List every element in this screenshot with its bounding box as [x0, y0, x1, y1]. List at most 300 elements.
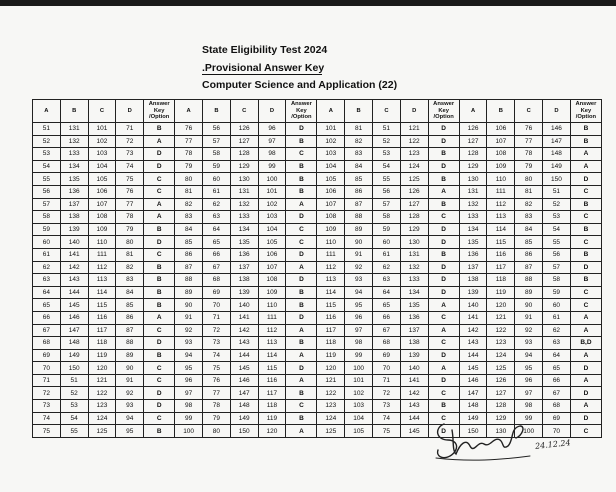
answer-key-cell: B	[144, 223, 175, 236]
question-number-cell: 68	[33, 337, 61, 350]
question-number-cell: 114	[258, 349, 286, 362]
question-number-cell: 112	[487, 198, 515, 211]
answer-key-cell: B	[570, 198, 601, 211]
question-number-cell: 123	[487, 337, 515, 350]
question-number-cell: 89	[345, 223, 373, 236]
signature-date: 24.12.24	[534, 438, 571, 451]
question-number-cell: 85	[515, 236, 543, 249]
question-number-cell: 85	[175, 236, 203, 249]
question-number-cell: 127	[400, 198, 428, 211]
question-number-cell: 95	[515, 362, 543, 375]
question-number-cell: 141	[400, 374, 428, 387]
question-number-cell: 137	[459, 261, 487, 274]
answer-key-cell: A	[286, 425, 317, 438]
question-number-cell: 66	[33, 311, 61, 324]
question-number-cell: 108	[258, 274, 286, 287]
question-number-cell: 145	[459, 362, 487, 375]
question-number-cell: 61	[203, 185, 231, 198]
question-number-cell: 139	[60, 223, 88, 236]
question-number-cell: 123	[317, 400, 345, 413]
question-number-cell: 83	[175, 211, 203, 224]
question-number-cell: 112	[258, 324, 286, 337]
question-number-cell: 99	[258, 160, 286, 173]
question-number-cell: 98	[515, 400, 543, 413]
top-scan-border	[0, 0, 616, 6]
question-number-cell: 119	[317, 349, 345, 362]
header-answer-key: Answer Key /Option	[570, 100, 601, 123]
question-number-cell: 56	[203, 123, 231, 136]
question-number-cell: 78	[203, 400, 231, 413]
question-number-cell: 109	[487, 160, 515, 173]
answer-key-cell: D	[428, 286, 459, 299]
question-number-cell: 97	[345, 324, 373, 337]
answer-key-cell: B	[144, 274, 175, 287]
question-number-cell: 89	[515, 286, 543, 299]
question-number-cell: 56	[33, 185, 61, 198]
question-number-cell: 92	[116, 387, 144, 400]
header-col-c: C	[373, 100, 401, 123]
question-number-cell: 65	[373, 299, 401, 312]
question-number-cell: 81	[116, 248, 144, 261]
question-number-cell: 89	[116, 349, 144, 362]
question-number-cell: 123	[88, 400, 116, 413]
question-number-cell: 61	[543, 311, 571, 324]
answer-key-cell: B	[286, 286, 317, 299]
question-number-cell: 77	[203, 387, 231, 400]
question-number-cell: 121	[487, 311, 515, 324]
question-number-cell: 69	[33, 349, 61, 362]
question-number-cell: 78	[175, 148, 203, 161]
answer-key-cell: B	[428, 198, 459, 211]
question-number-cell: 104	[317, 160, 345, 173]
question-number-cell: 98	[258, 148, 286, 161]
question-number-cell: 54	[373, 160, 401, 173]
question-number-cell: 139	[459, 286, 487, 299]
answer-key-cell: A	[144, 135, 175, 148]
question-number-cell: 76	[175, 123, 203, 136]
answer-key-cell: B	[570, 223, 601, 236]
table-row	[33, 198, 602, 211]
question-number-cell: 99	[515, 412, 543, 425]
header-answer-key: Answer Key /Option	[286, 100, 317, 123]
question-number-cell: 141	[230, 311, 258, 324]
question-number-cell: 144	[60, 286, 88, 299]
question-number-cell: 134	[60, 160, 88, 173]
question-number-cell: 132	[60, 135, 88, 148]
question-number-cell: 74	[116, 160, 144, 173]
answer-key-cell: D	[286, 274, 317, 287]
question-number-cell: 139	[230, 286, 258, 299]
question-number-cell: 70	[33, 362, 61, 375]
question-number-cell: 66	[373, 311, 401, 324]
question-number-cell: 99	[175, 412, 203, 425]
question-number-cell: 84	[345, 160, 373, 173]
question-number-cell: 147	[459, 387, 487, 400]
question-number-cell: 62	[543, 324, 571, 337]
header-col-a: A	[33, 100, 61, 123]
question-number-cell: 118	[317, 337, 345, 350]
question-number-cell: 56	[373, 185, 401, 198]
question-number-cell: 132	[400, 261, 428, 274]
answer-key-cell: D	[144, 160, 175, 173]
question-number-cell: 104	[88, 160, 116, 173]
question-number-cell: 66	[543, 374, 571, 387]
question-number-cell: 127	[459, 135, 487, 148]
question-number-cell: 59	[543, 286, 571, 299]
question-number-cell: 76	[116, 185, 144, 198]
question-number-cell: 135	[459, 236, 487, 249]
document-title: State Eligibility Test 2024	[202, 44, 328, 56]
question-number-cell: 135	[60, 173, 88, 186]
question-number-cell: 112	[88, 261, 116, 274]
question-number-cell: 52	[543, 198, 571, 211]
question-number-cell: 70	[373, 362, 401, 375]
answer-key-cell: B	[286, 135, 317, 148]
question-number-cell: 112	[317, 261, 345, 274]
question-number-cell: 82	[175, 198, 203, 211]
question-number-cell: 113	[88, 274, 116, 287]
question-number-cell: 137	[230, 261, 258, 274]
question-number-cell: 70	[543, 425, 571, 438]
answer-key-cell: C	[570, 425, 601, 438]
answer-key-cell: B	[570, 123, 601, 136]
question-number-cell: 110	[88, 236, 116, 249]
question-number-cell: 131	[230, 185, 258, 198]
question-number-cell: 78	[116, 211, 144, 224]
answer-key-cell: B	[570, 248, 601, 261]
question-number-cell: 62	[373, 261, 401, 274]
question-number-cell: 149	[459, 412, 487, 425]
question-number-cell: 68	[543, 400, 571, 413]
question-number-cell: 114	[317, 286, 345, 299]
answer-key-cell: B	[570, 135, 601, 148]
question-number-cell: 82	[515, 198, 543, 211]
question-number-cell: 140	[400, 362, 428, 375]
question-number-cell: 124	[317, 412, 345, 425]
header-col-d: D	[258, 100, 286, 123]
question-number-cell: 128	[459, 148, 487, 161]
answer-key-cell: D	[144, 236, 175, 249]
question-number-cell: 57	[33, 198, 61, 211]
answer-key-cell: C	[570, 185, 601, 198]
answer-key-cell: D	[428, 236, 459, 249]
answer-key-cell: A	[570, 311, 601, 324]
answer-key-cell: D	[144, 337, 175, 350]
question-number-cell: 115	[317, 299, 345, 312]
question-number-cell: 115	[88, 299, 116, 312]
question-number-cell: 52	[33, 135, 61, 148]
question-number-cell: 140	[60, 236, 88, 249]
question-number-cell: 137	[400, 324, 428, 337]
answer-key-cell: D	[570, 261, 601, 274]
question-number-cell: 60	[373, 236, 401, 249]
question-number-cell: 96	[515, 374, 543, 387]
table-row	[33, 173, 602, 186]
answer-key-cell: C	[428, 311, 459, 324]
question-number-cell: 131	[400, 248, 428, 261]
question-number-cell: 65	[543, 362, 571, 375]
question-number-cell: 94	[515, 349, 543, 362]
table-header-row	[33, 100, 602, 123]
question-number-cell: 54	[33, 160, 61, 173]
answer-key-cell: B	[428, 248, 459, 261]
question-number-cell: 133	[60, 148, 88, 161]
question-number-cell: 80	[175, 173, 203, 186]
question-number-cell: 92	[515, 324, 543, 337]
question-number-cell: 55	[33, 173, 61, 186]
answer-key-cell: C	[570, 286, 601, 299]
question-number-cell: 63	[373, 274, 401, 287]
question-number-cell: 92	[175, 324, 203, 337]
answer-key-cell: A	[428, 299, 459, 312]
answer-key-cell: D	[570, 412, 601, 425]
question-number-cell: 51	[60, 374, 88, 387]
question-number-cell: 64	[203, 223, 231, 236]
question-number-cell: 80	[203, 425, 231, 438]
question-number-cell: 60	[203, 173, 231, 186]
question-number-cell: 57	[203, 135, 231, 148]
answer-key-cell: A	[570, 374, 601, 387]
question-number-cell: 119	[487, 286, 515, 299]
answer-key-cell: C	[428, 387, 459, 400]
question-number-cell: 75	[33, 425, 61, 438]
question-number-cell: 140	[230, 299, 258, 312]
answer-key-cell: B,D	[570, 337, 601, 350]
question-number-cell: 57	[373, 198, 401, 211]
question-number-cell: 150	[459, 425, 487, 438]
table-row	[33, 337, 602, 350]
question-number-cell: 79	[515, 160, 543, 173]
header-col-b: B	[203, 100, 231, 123]
question-number-cell: 57	[543, 261, 571, 274]
answer-key-cell: B	[286, 412, 317, 425]
answer-key-cell: D	[570, 362, 601, 375]
question-number-cell: 127	[230, 135, 258, 148]
question-number-cell: 103	[258, 211, 286, 224]
question-number-cell: 125	[400, 173, 428, 186]
question-number-cell: 69	[373, 349, 401, 362]
answer-key-cell: B	[144, 425, 175, 438]
question-number-cell: 124	[487, 349, 515, 362]
question-number-cell: 107	[88, 198, 116, 211]
question-number-cell: 135	[230, 236, 258, 249]
answer-key-cell: A	[570, 324, 601, 337]
question-number-cell: 95	[116, 425, 144, 438]
question-number-cell: 107	[487, 135, 515, 148]
question-number-cell: 130	[230, 173, 258, 186]
question-number-cell: 97	[515, 387, 543, 400]
question-number-cell: 142	[400, 387, 428, 400]
question-number-cell: 58	[33, 211, 61, 224]
answer-key-cell: B	[144, 299, 175, 312]
header-col-d: D	[543, 100, 571, 123]
answer-key-cell: D	[428, 425, 459, 438]
answer-key-cell: A	[286, 261, 317, 274]
table-row	[33, 261, 602, 274]
question-number-cell: 133	[230, 211, 258, 224]
question-number-cell: 75	[116, 173, 144, 186]
question-number-cell: 107	[317, 198, 345, 211]
answer-key-cell: C	[144, 173, 175, 186]
question-number-cell: 122	[400, 135, 428, 148]
question-number-cell: 79	[116, 223, 144, 236]
header-col-c: C	[230, 100, 258, 123]
table-row	[33, 248, 602, 261]
question-number-cell: 76	[515, 123, 543, 136]
question-number-cell: 72	[203, 324, 231, 337]
question-number-cell: 81	[345, 123, 373, 136]
question-number-cell: 98	[175, 400, 203, 413]
question-number-cell: 118	[88, 337, 116, 350]
question-number-cell: 111	[258, 311, 286, 324]
question-number-cell: 93	[116, 400, 144, 413]
question-number-cell: 114	[88, 286, 116, 299]
question-number-cell: 96	[175, 374, 203, 387]
question-number-cell: 93	[175, 337, 203, 350]
question-number-cell: 98	[345, 337, 373, 350]
answer-key-cell: C	[428, 412, 459, 425]
answer-key-cell: C	[428, 211, 459, 224]
answer-key-cell: B	[428, 148, 459, 161]
question-number-cell: 72	[116, 135, 144, 148]
answer-key-cell: D	[428, 135, 459, 148]
question-number-cell: 126	[230, 123, 258, 136]
question-number-cell: 104	[345, 412, 373, 425]
question-number-cell: 116	[88, 311, 116, 324]
question-number-cell: 52	[373, 135, 401, 148]
answer-key-cell: D	[428, 374, 459, 387]
question-number-cell: 111	[317, 248, 345, 261]
question-number-cell: 122	[88, 387, 116, 400]
question-number-cell: 138	[400, 337, 428, 350]
table-row	[33, 211, 602, 224]
question-number-cell: 119	[258, 412, 286, 425]
header-answer-key: Answer Key /Option	[144, 100, 175, 123]
question-number-cell: 53	[543, 211, 571, 224]
question-number-cell: 128	[230, 148, 258, 161]
question-number-cell: 143	[230, 337, 258, 350]
question-number-cell: 88	[515, 274, 543, 287]
question-number-cell: 133	[459, 211, 487, 224]
question-number-cell: 97	[175, 387, 203, 400]
question-number-cell: 95	[345, 299, 373, 312]
question-number-cell: 110	[258, 299, 286, 312]
answer-key-table	[32, 99, 602, 438]
answer-key-cell: D	[428, 123, 459, 136]
question-number-cell: 106	[258, 248, 286, 261]
question-number-cell: 118	[487, 274, 515, 287]
question-number-cell: 105	[345, 425, 373, 438]
answer-key-cell: B	[570, 274, 601, 287]
header-col-a: A	[317, 100, 345, 123]
question-number-cell: 86	[515, 248, 543, 261]
table-row	[33, 135, 602, 148]
question-number-cell: 113	[487, 211, 515, 224]
header-col-a: A	[175, 100, 203, 123]
question-number-cell: 117	[88, 324, 116, 337]
question-number-cell: 90	[515, 299, 543, 312]
question-number-cell: 88	[345, 211, 373, 224]
question-number-cell: 71	[33, 374, 61, 387]
question-number-cell: 145	[230, 362, 258, 375]
subject-heading: Computer Science and Application (22)	[202, 79, 398, 91]
question-number-cell: 123	[400, 148, 428, 161]
question-number-cell: 79	[175, 160, 203, 173]
question-number-cell: 70	[203, 299, 231, 312]
question-number-cell: 66	[203, 248, 231, 261]
question-number-cell: 61	[33, 248, 61, 261]
question-number-cell: 134	[400, 286, 428, 299]
answer-key-cell: A	[144, 198, 175, 211]
question-number-cell: 71	[116, 123, 144, 136]
question-number-cell: 141	[60, 248, 88, 261]
question-number-cell: 100	[345, 362, 373, 375]
question-number-cell: 80	[116, 236, 144, 249]
question-number-cell: 53	[373, 148, 401, 161]
answer-key-cell: A	[428, 324, 459, 337]
question-number-cell: 122	[317, 387, 345, 400]
question-number-cell: 93	[345, 274, 373, 287]
question-number-cell: 103	[317, 148, 345, 161]
question-number-cell: 64	[373, 286, 401, 299]
question-number-cell: 65	[33, 299, 61, 312]
question-number-cell: 142	[230, 324, 258, 337]
answer-key-cell: C	[144, 248, 175, 261]
question-number-cell: 83	[515, 211, 543, 224]
question-number-cell: 100	[258, 173, 286, 186]
header-answer-key: Answer Key /Option	[428, 100, 459, 123]
answer-key-cell: D	[144, 148, 175, 161]
question-number-cell: 148	[543, 148, 571, 161]
question-number-cell: 67	[543, 387, 571, 400]
question-number-cell: 111	[487, 185, 515, 198]
answer-key-cell: C	[286, 223, 317, 236]
question-number-cell: 91	[515, 311, 543, 324]
question-number-cell: 129	[459, 160, 487, 173]
question-number-cell: 81	[515, 185, 543, 198]
question-number-cell: 129	[487, 412, 515, 425]
question-number-cell: 53	[60, 400, 88, 413]
question-number-cell: 67	[373, 324, 401, 337]
question-number-cell: 141	[459, 311, 487, 324]
answer-key-cell: B	[286, 160, 317, 173]
question-number-cell: 72	[373, 387, 401, 400]
question-number-cell: 88	[116, 337, 144, 350]
question-number-cell: 88	[175, 274, 203, 287]
question-number-cell: 59	[33, 223, 61, 236]
question-number-cell: 51	[543, 185, 571, 198]
question-number-cell: 147	[230, 387, 258, 400]
answer-key-cell: C	[286, 148, 317, 161]
question-number-cell: 131	[60, 123, 88, 136]
answer-key-cell: C	[144, 412, 175, 425]
table-row	[33, 148, 602, 161]
question-number-cell: 149	[60, 349, 88, 362]
question-number-cell: 51	[33, 123, 61, 136]
answer-key-cell: A	[570, 148, 601, 161]
question-number-cell: 73	[203, 337, 231, 350]
answer-key-cell: C	[570, 299, 601, 312]
question-number-cell: 125	[487, 362, 515, 375]
question-number-cell: 127	[487, 387, 515, 400]
question-number-cell: 120	[258, 425, 286, 438]
question-number-cell: 89	[175, 286, 203, 299]
table-row	[33, 324, 602, 337]
question-number-cell: 136	[400, 311, 428, 324]
question-number-cell: 82	[116, 261, 144, 274]
answer-key-cell: D	[286, 311, 317, 324]
question-number-cell: 108	[487, 148, 515, 161]
